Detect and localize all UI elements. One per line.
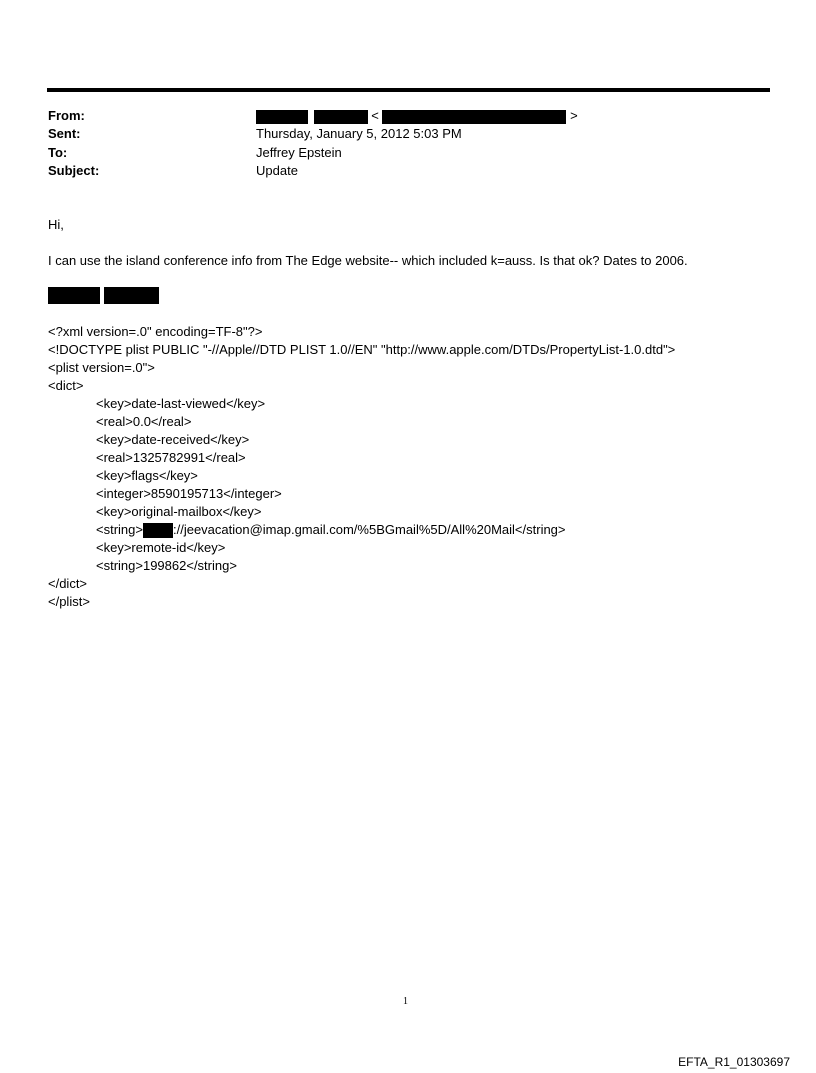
plist-line: </dict> xyxy=(48,576,88,591)
from-open-bracket: < xyxy=(371,108,379,123)
plist-line: <real>1325782991</real> xyxy=(96,450,246,465)
redacted-signature-first xyxy=(48,287,100,304)
redacted-signature-last xyxy=(104,287,159,304)
to-label: To: xyxy=(48,145,68,160)
bates-number: EFTA_R1_01303697 xyxy=(678,1055,790,1069)
subject-label: Subject: xyxy=(48,163,100,178)
message-text: I can use the island conference info from The Edge website-- which included k=auss. Is that ok? Dates to 2006. xyxy=(48,253,688,268)
redacted-protocol xyxy=(143,523,173,538)
header-rule xyxy=(47,88,770,92)
plist-line: <integer>8590195713</integer> xyxy=(96,486,282,501)
plist-line: <key>original-mailbox</key> xyxy=(96,504,262,519)
sent-value: Thursday, January 5, 2012 5:03 PM xyxy=(256,126,462,141)
redacted-sender-first-name xyxy=(256,110,308,124)
subject-value: Update xyxy=(256,163,298,178)
plist-string-open: <string> xyxy=(96,522,143,537)
plist-line: <key>remote-id</key> xyxy=(96,540,226,555)
plist-line: <key>date-received</key> xyxy=(96,432,250,447)
redacted-sender-email xyxy=(382,110,566,124)
plist-line: <dict> xyxy=(48,378,84,393)
plist-line: <key>date-last-viewed</key> xyxy=(96,396,266,411)
plist-line: <string>199862</string> xyxy=(96,558,237,573)
page-number: 1 xyxy=(403,996,408,1007)
from-value xyxy=(256,108,578,124)
plist-mailbox-path: ://jeevacation@imap.gmail.com/%5BGmail%5D/All%20Mail</string> xyxy=(172,522,566,537)
plist-line: <key>flags</key> xyxy=(96,468,198,483)
redacted-sender-last-name xyxy=(314,110,368,124)
plist-line: </plist> xyxy=(48,594,90,609)
plist-line: <real>0.0</real> xyxy=(96,414,192,429)
plist-line: <?xml version=.0" encoding=TF-8"?> xyxy=(48,324,263,339)
plist-line: <!DOCTYPE plist PUBLIC "-//Apple//DTD PLIST 1.0//EN" "http://www.apple.com/DTDs/PropertyList-1.0.dtd"> xyxy=(48,342,676,357)
greeting: Hi, xyxy=(48,217,64,232)
plist-line-mailbox xyxy=(96,522,566,538)
from-close-bracket: > xyxy=(570,108,578,123)
from-label: From: xyxy=(48,108,85,123)
to-value: Jeffrey Epstein xyxy=(256,145,342,160)
sent-label: Sent: xyxy=(48,126,81,141)
plist-line: <plist version=.0"> xyxy=(48,360,155,375)
